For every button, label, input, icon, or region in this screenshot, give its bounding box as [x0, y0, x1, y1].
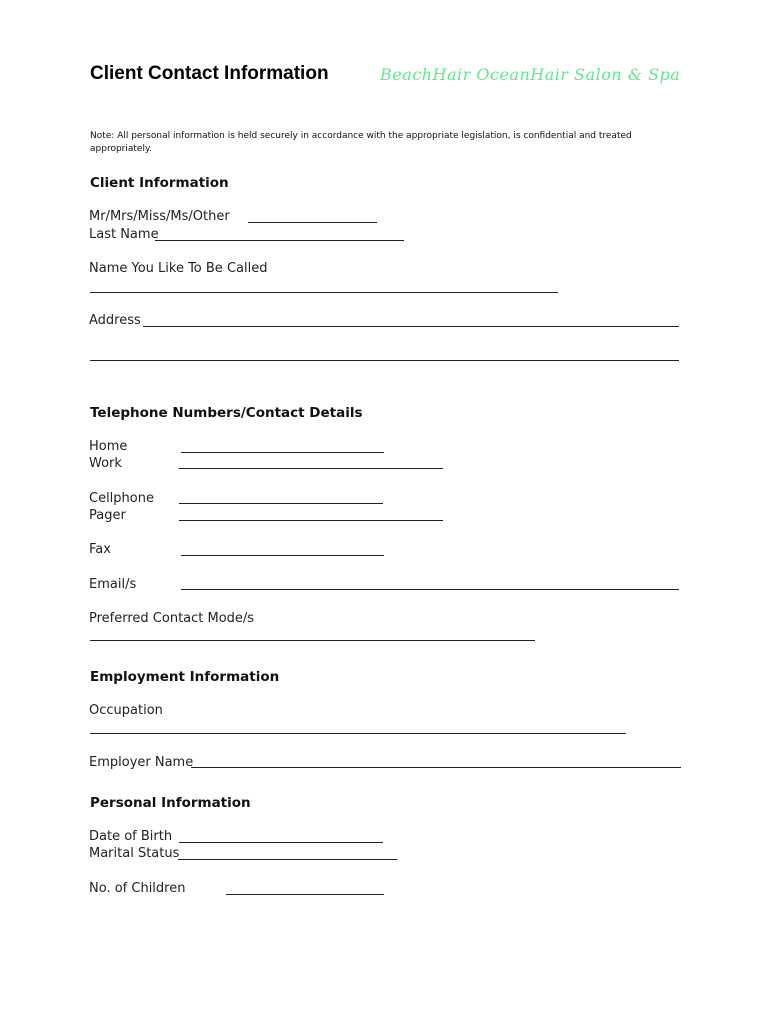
brand-name: BeachHair OceanHair Salon & Spa: [380, 65, 681, 84]
work-phone-field[interactable]: [179, 468, 443, 469]
section-heading-employment: Employment Information: [90, 669, 280, 685]
occupation-field[interactable]: [90, 733, 626, 734]
preferred-name-label: Name You Like To Be Called: [89, 261, 268, 276]
last-name-label: Last Name: [89, 227, 159, 242]
pager-label: Pager: [89, 508, 126, 523]
address-label: Address: [89, 313, 141, 328]
cellphone-field[interactable]: [179, 503, 383, 504]
home-phone-field[interactable]: [181, 452, 384, 453]
address-field-line-1[interactable]: [143, 326, 679, 327]
dob-label: Date of Birth: [89, 829, 173, 844]
preferred-contact-field[interactable]: [90, 640, 535, 641]
employer-name-label: Employer Name: [89, 755, 194, 770]
last-name-field[interactable]: [155, 240, 404, 241]
privacy-note: [90, 130, 690, 156]
marital-status-label: Marital Status: [89, 846, 180, 861]
home-label: Home: [89, 439, 128, 454]
employer-name-field[interactable]: [191, 767, 681, 768]
privacy-note-line-2: appropriately.: [90, 144, 152, 154]
marital-status-field[interactable]: [178, 859, 397, 860]
section-heading-contact: Telephone Numbers/Contact Details: [90, 405, 363, 421]
pager-field[interactable]: [179, 520, 443, 521]
preferred-name-field[interactable]: [90, 292, 558, 293]
children-label: No. of Children: [89, 881, 186, 896]
email-field[interactable]: [181, 589, 679, 590]
work-label: Work: [89, 456, 122, 471]
dob-field[interactable]: [179, 842, 383, 843]
occupation-label: Occupation: [89, 703, 163, 718]
section-heading-personal: Personal Information: [90, 795, 251, 811]
title-field[interactable]: [248, 222, 377, 223]
section-heading-client: Client Information: [90, 175, 229, 191]
preferred-contact-label: Preferred Contact Mode/s: [89, 611, 255, 626]
cellphone-label: Cellphone: [89, 491, 154, 506]
email-label: Email/s: [89, 577, 137, 592]
page-title: Client Contact Information: [90, 63, 329, 84]
privacy-note-line-1: Note: All personal information is held securely in accordance with the appropriate legislation, is confidential and treated: [90, 131, 632, 141]
fax-label: Fax: [89, 542, 111, 557]
address-field-line-2[interactable]: [90, 360, 679, 361]
fax-field[interactable]: [181, 555, 384, 556]
title-label: Mr/Mrs/Miss/Ms/Other: [89, 209, 230, 224]
children-field[interactable]: [226, 894, 384, 895]
